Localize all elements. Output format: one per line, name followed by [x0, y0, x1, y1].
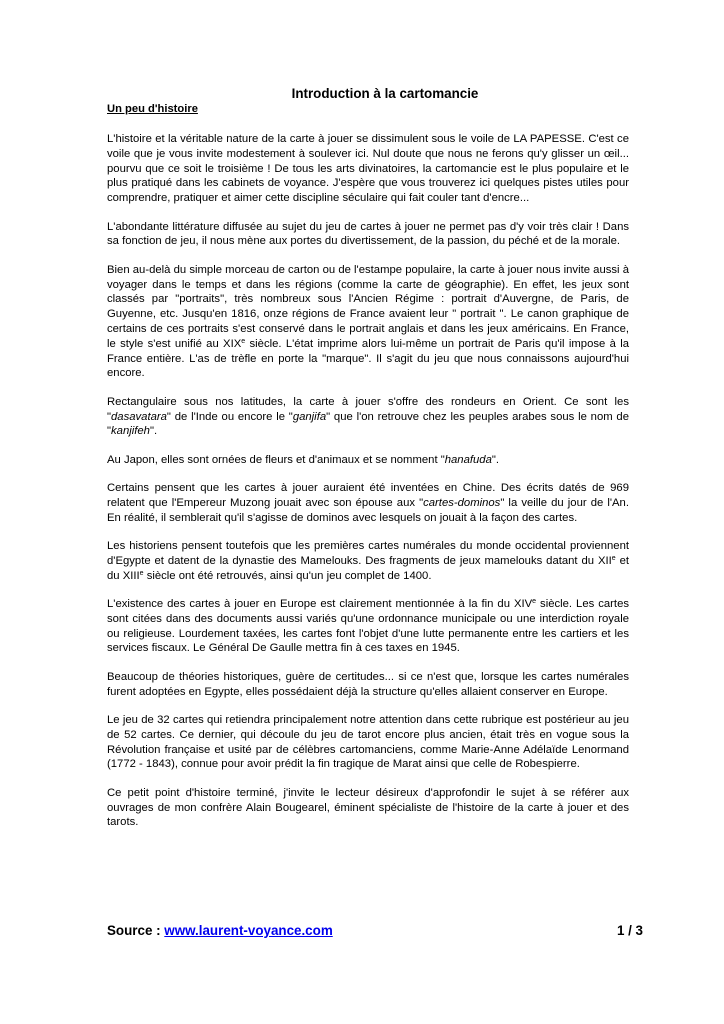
paragraph-7: [107, 539, 629, 583]
italic-term-dasavatara: dasavatara: [111, 410, 167, 423]
paragraph-11: Ce petit point d'histoire terminé, j'invite le lecteur désireux d'approfondir le sujet à se référer aux ouvrages de mon confrère Alain Bougearel, éminent spécialiste de l'histoire de la carte à jouer et des tarots.: [107, 786, 629, 829]
superscript-e: e: [611, 554, 616, 562]
paragraph-4-text-d: ".: [149, 425, 158, 438]
paragraph-4-text-b: " de l'Inde ou encore le ": [166, 410, 293, 423]
paragraph-5-text-b: ".: [491, 453, 500, 466]
paragraph-3-text-b: siècle. L'état imprime alors lui-même un portrait de Paris qu'il impose à la France entière. L'as de trèfle en porte la "marque". Il s'agit du jeu que nous connaissons aujourd'hui encore.: [107, 337, 629, 380]
superscript-e: e: [139, 569, 144, 577]
paragraph-6-text-a: Certains pensent que les cartes à jouer auraient été inventées en Chine. Des écrits datés de 969 relatent que l'Empereur Muzong jouait avec son épouse aux ": [107, 482, 629, 509]
paragraph-6: [107, 481, 629, 525]
italic-term-cartes-dominos: cartes-dominos: [423, 496, 501, 509]
paragraph-7-text-c: siècle ont été retrouvés, ainsi qu'un jeu complet de 1400.: [143, 569, 432, 582]
italic-term-kanjifeh: kanjifeh: [111, 425, 150, 438]
paragraph-7-text-a: Les historiens pensent toutefois que les premières cartes numérales du monde occidental proviennent d'Egypte et datent de la dynastie des Mamelouks. Des fragments de jeux mamelouks datant du XII: [107, 540, 629, 567]
italic-term-hanafuda: hanafuda: [444, 453, 492, 466]
document-body: [107, 85, 629, 844]
page-title: Introduction à la cartomancie: [291, 86, 479, 101]
paragraph-4-text-c: " que l'on retrouve chez les peuples arabes sous le nom de ": [107, 410, 629, 438]
paragraph-5-text-a: Au Japon, elles sont ornées de fleurs et d'animaux et se nomment ": [107, 453, 445, 466]
superscript-e: e: [532, 598, 537, 606]
superscript-e: e: [241, 337, 246, 345]
italic-term-ganjifa: ganjifa: [292, 410, 327, 423]
source-label: Source :: [107, 923, 165, 938]
paragraph-10: Le jeu de 32 cartes qui retiendra principalement notre attention dans cette rubrique est postérieur au jeu de 52 cartes. Ce dernier, qui découle du jeu de tarot encore plus ancien, était très en vogue sous la Révolution française et usité par de célèbres cartomanciens, comme Marie-Anne Adélaïde Lenormand (1772 - 1843), connue pour avoir prédit la fin tragique de Marat ainsi que celle de Robespierre.: [107, 714, 629, 771]
page-number: 1 / 3: [616, 923, 643, 938]
paragraph-4: [107, 395, 629, 439]
paragraph-3-text-a: Bien au-delà du simple morceau de carton ou de l'estampe populaire, la carte à jouer nous invite aussi à voyager dans le temps et dans les régions (comme la carte de géographie). En effet, les jeux sont classés par "portraits", très nombreux sous l'Ancien Régime : portrait d'Auvergne, de Paris, de Guyenne, etc. Jusqu'en 1816, onze régions de France avaient leur " portrait ". Le canon graphique de certains de ces portraits s'est conservé dans le portrait anglais et dans les jeux américains. En France, le style s'est unifié au XIX: [107, 263, 629, 350]
page-footer: [107, 922, 643, 939]
source-link[interactable]: www.laurent-voyance.com: [164, 923, 333, 938]
paragraph-4-text-a: Rectangulaire sous nos latitudes, la carte à jouer s'offre des rondeurs en Orient. Ce sont les ": [107, 395, 629, 423]
paragraph-2: L'abondante littérature diffusée au sujet du jeu de cartes à jouer ne permet pas d'y voir très clair ! Dans sa fonction de jeu, il nous mène aux portes du divertissement, de la passion, du péché et de la morale.: [107, 220, 629, 248]
paragraph-8: [107, 597, 629, 656]
paragraph-6-text-b: " la veille du jour de l'An. En réalité, il semblerait qu'il s'agisse de dominos avec lesquels on jouait à la façon des cartes.: [107, 496, 629, 524]
paragraph-9: Beaucoup de théories historiques, guère de certitudes... si ce n'est que, lorsque les cartes numérales furent adoptées en Egypte, elles possédaient déjà la structure qu'elles allaient conserver en Europe.: [107, 670, 629, 698]
section-heading: Un peu d'histoire: [107, 103, 198, 115]
paragraph-1: L'histoire et la véritable nature de la carte à jouer se dissimulent sous le voile de LA PAPESSE. C'est ce voile que je vous invite modestement à soulever ici. Nul doute que nous ne ferons qu'y glisser un œil... pourvu que ce soit le troisième ! De tous les arts divinatoires, la cartomancie est le plus populaire et le plus pratiqué dans les cabinets de voyance. J'espère que vous trouverez ici quelques pistes utiles pour comprendre, pratiquer et aimer cette discipline séculaire qui fait couler tant d'encre...: [107, 133, 629, 205]
paragraph-7-text-b: et du XIII: [107, 554, 630, 582]
paragraph-5: [107, 453, 629, 468]
paragraph-8-text-b: siècle. Les cartes sont citées dans des documents aussi variés qu'une ordonnance municipale ou une interdiction royale ou religieuse. Lourdement taxées, les cartes font l'objet d'une lutte permanente entre les cartiers et les services fiscaux. Le Général De Gaulle mettra fin à ces taxes en 1945.: [107, 598, 629, 655]
paragraph-8-text-a: L'existence des cartes à jouer en Europe est clairement mentionnée à la fin du XIV: [107, 598, 533, 611]
paragraph-3: [107, 263, 629, 381]
